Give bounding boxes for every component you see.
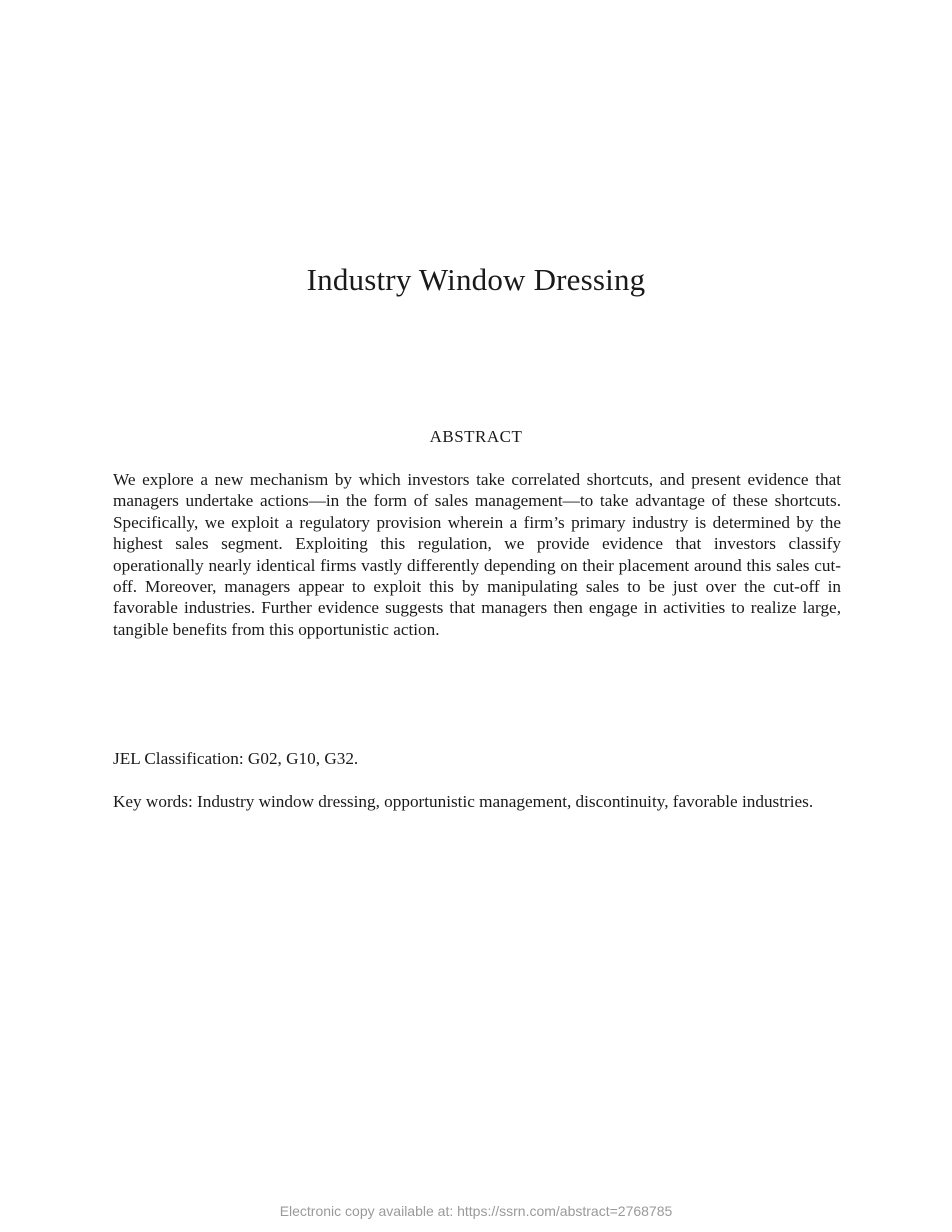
paper-title: Industry Window Dressing (306, 262, 646, 297)
key-words: Key words: Industry window dressing, opportunistic management, discontinuity, favorable industries. (113, 792, 814, 811)
abstract-heading: ABSTRACT (429, 427, 523, 446)
ssrn-footer: Electronic copy available at: https://ssrn.com/abstract=2768785 (279, 1203, 673, 1219)
jel-classification: JEL Classification: G02, G10, G32. (113, 749, 359, 768)
abstract-text: We explore a new mechanism by which investors take correlated shortcuts, and present evidence that managers undertake actions—in the form of sales management—to take advantage of these shortcuts. Specifically, we exploit a regulatory provision wherein a firm’s primary industry is determined by the highest sales segment. Exploiting this regulation, we provide evidence that investors classify operationally nearly identical firms vastly differently depending on their placement around this sales cut-off. Moreover, managers appear to exploit this by manipulating sales to be just over the cut-off in favorable industries. Further evidence suggests that managers then engage in activities to realize large, tangible benefits from this opportunistic action. (113, 470, 841, 639)
